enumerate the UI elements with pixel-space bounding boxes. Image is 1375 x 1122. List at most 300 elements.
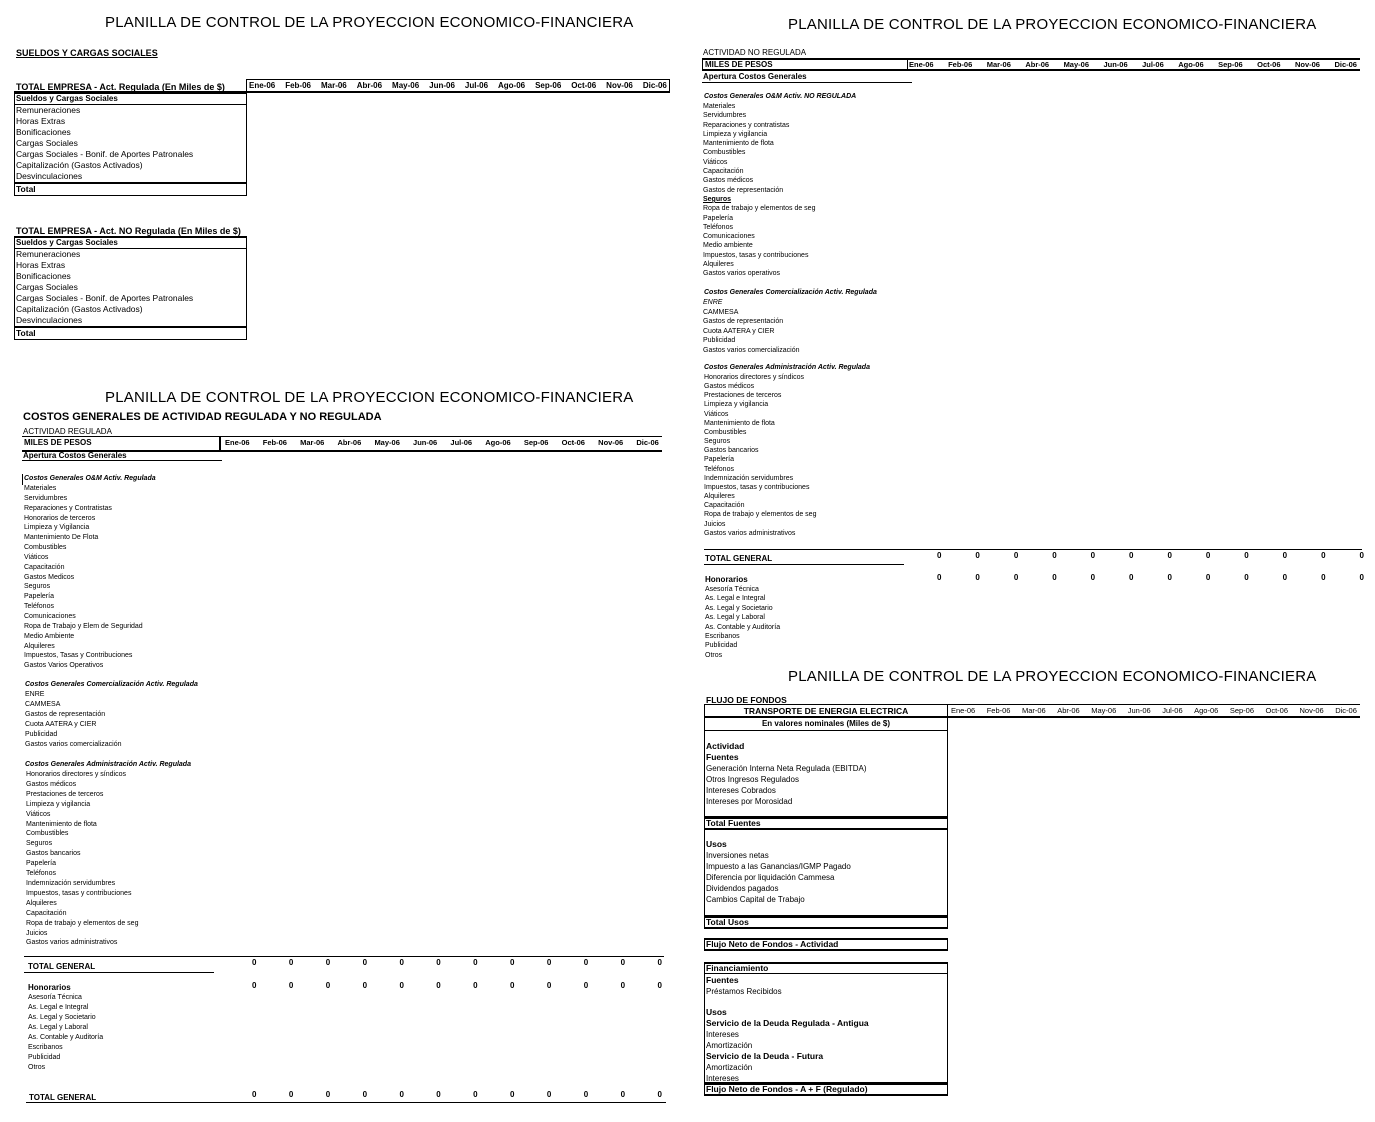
list-item: Impuestos, tasas y contribuciones: [26, 889, 132, 897]
title-costos-regulada: PLANILLA DE CONTROL DE LA PROYECCION ECONOMICO-FINANCIERA: [105, 389, 634, 406]
month-label: Dic-06: [1334, 60, 1357, 69]
value: 0: [975, 573, 980, 582]
list-item: Papelería: [24, 593, 54, 601]
month-label: Jul-06: [450, 438, 473, 447]
month-label: Nov-06: [1299, 706, 1324, 715]
list-item: Teléfonos: [26, 870, 56, 878]
month-label: May-06: [1063, 60, 1089, 69]
flujo-months-header: [704, 704, 1360, 718]
total-general-2-label: TOTAL GENERAL: [29, 1093, 97, 1102]
flujo-heading: FLUJO DE FONDOS: [706, 695, 787, 705]
value: 0: [1052, 573, 1057, 582]
list-item: ENRE: [25, 691, 45, 698]
list-item: Viáticos: [704, 410, 729, 418]
list-item: Comunicaciones: [24, 612, 76, 620]
value: 0: [1205, 573, 1211, 582]
month-label: May-06: [374, 438, 400, 447]
month-label: Abr-06: [1057, 706, 1080, 715]
flujo-actividad-box: [704, 718, 948, 817]
month-label: Feb-06: [948, 60, 973, 69]
list-item: Capacitación: [704, 502, 745, 510]
month-label: Jun-06: [413, 438, 438, 447]
month-label: Sep-06: [523, 438, 549, 447]
transporte-cell: [704, 705, 948, 717]
total-general-2-values: [252, 1090, 662, 1099]
value: 0: [473, 981, 478, 990]
value: 0: [583, 1090, 589, 1099]
list-item: Asesoría Técnica: [28, 994, 82, 1001]
box-header: Sueldos y Cargas Sociales: [15, 238, 246, 249]
list-item: Remuneraciones: [16, 249, 81, 259]
month-label: May-06: [1091, 706, 1117, 715]
rule: [704, 549, 1362, 550]
rule: [26, 1102, 666, 1103]
list-item: Seguros: [24, 583, 51, 591]
list-item: Limpieza y vigilancia: [703, 130, 768, 138]
flujo-af-row: [704, 1083, 948, 1096]
com-title: Costos Generales Comercialización Activ. Regulada: [25, 681, 198, 688]
value: 0: [546, 981, 552, 990]
list-item: As. Legal y Laboral: [28, 1024, 88, 1031]
list-item: Capacitación: [703, 168, 744, 176]
list-item: Prestaciones de terceros: [26, 790, 104, 798]
rule: [22, 460, 222, 461]
financiamiento-box: [704, 974, 948, 1083]
month-label: Ago-06: [1194, 706, 1219, 715]
adm-title: Costos Generales Administración Activ. Regulada: [704, 364, 870, 371]
value: 0: [620, 958, 626, 967]
list-item: Ropa de Trabajo y Elem de Seguridad: [24, 622, 143, 630]
value: 0: [325, 1090, 331, 1099]
list-item: Capacitación: [26, 909, 67, 917]
list-item: Materiales: [703, 103, 736, 110]
list-item: As. Contable y Auditoría: [28, 1034, 104, 1041]
list-item: Indemnización servidumbres: [704, 474, 794, 482]
value: 0: [325, 981, 331, 990]
honorarios-label: Honorarios: [28, 983, 71, 992]
value: 0: [436, 958, 441, 967]
month-label: Oct-06: [1257, 60, 1281, 69]
value: 0: [288, 981, 294, 990]
list-item: Capacitación: [24, 563, 65, 571]
value: 0: [1282, 551, 1288, 560]
total-general-values: [252, 958, 662, 967]
list-item: Remuneraciones: [16, 105, 81, 115]
list-item: Bonificaciones: [16, 127, 71, 137]
value: 0: [937, 551, 942, 560]
box-header: Sueldos y Cargas Sociales: [15, 94, 246, 105]
month-label: Mar-06: [1021, 706, 1046, 715]
list-item: Escribanos: [705, 633, 740, 641]
list-item: Otros Ingresos Regulados: [706, 775, 799, 784]
month-label: Feb-06: [285, 81, 311, 90]
list-item: Intereses Cobrados: [706, 786, 776, 795]
list-item: Seguros: [703, 195, 732, 203]
list-item: As. Legal e Integral: [705, 595, 766, 603]
list-item: Cargas Sociales - Bonif. de Aportes Patronales: [16, 149, 194, 159]
month-label: Dic-06: [642, 81, 667, 90]
rule: [702, 82, 912, 83]
months-header-flujo: [951, 706, 1357, 715]
list-item: Gastos médicos: [703, 177, 754, 185]
list-item: Impuestos, Tasas y Contribuciones: [24, 652, 133, 660]
list-item: Horas Extras: [16, 116, 66, 126]
list-item: Gastos Varios Operativos: [24, 662, 104, 670]
month-label: Jul-06: [1162, 706, 1183, 715]
list-item: As. Legal e Integral: [28, 1004, 89, 1011]
list-item: Bonificaciones: [16, 271, 71, 281]
month-label: Dic-06: [636, 438, 659, 447]
apertura-label: Apertura Costos Generales: [703, 72, 807, 81]
list-item: Alquileres: [26, 899, 57, 907]
list-item: Gastos bancarios: [704, 447, 759, 455]
list-item: As. Legal y Laboral: [705, 614, 765, 622]
month-label: Feb-06: [986, 706, 1011, 715]
list-item: Publicidad: [703, 337, 736, 345]
list-item: Publicidad: [28, 1054, 61, 1061]
value: 0: [1359, 551, 1364, 560]
total-general-label: TOTAL GENERAL: [705, 554, 773, 563]
list-item: Gastos bancarios: [26, 850, 81, 858]
value: 0: [510, 981, 515, 990]
month-label: Oct-06: [1265, 706, 1289, 715]
flujo-actividad-row: [704, 938, 948, 951]
list-item: Cuota AATERA y CIER: [25, 721, 97, 728]
adm-list: [704, 373, 816, 538]
list-item: Honorarios directores y síndicos: [704, 374, 804, 381]
value: 0: [436, 1090, 441, 1099]
list-item: Publicidad: [25, 731, 58, 738]
value: 0: [1013, 573, 1019, 582]
month-label: Mar-06: [320, 81, 347, 90]
value: 0: [1244, 551, 1249, 560]
value: 0: [362, 958, 368, 967]
flujo-actividad-label: Flujo Neto de Fondos - Actividad: [706, 939, 839, 949]
list-item: Intereses: [706, 1074, 739, 1083]
om-title: Costos Generales O&M Activ. Regulada: [24, 475, 156, 482]
month-label: Jul-06: [464, 81, 489, 90]
value: 0: [1282, 573, 1288, 582]
list-item: Viáticos: [703, 158, 728, 166]
month-label: Ene-06: [225, 438, 250, 447]
list-item: Juicios: [26, 929, 48, 937]
list-item: Escribanos: [28, 1044, 63, 1051]
month-label: Nov-06: [598, 438, 624, 447]
month-label: Mar-06: [300, 438, 325, 447]
value: 0: [1359, 573, 1364, 582]
list-item: Gastos de representación: [703, 186, 784, 194]
list-item: Gastos de representación: [703, 318, 784, 326]
list-item: Impuestos, tasas y contribuciones: [703, 251, 809, 259]
list-item: CAMMESA: [25, 701, 61, 708]
usos-label: Usos: [706, 839, 727, 849]
list-item: Prestaciones de terceros: [704, 392, 782, 400]
com-list: [25, 690, 121, 750]
list-item: Medio ambiente: [703, 242, 753, 250]
fin-usos-label: Usos: [706, 1007, 727, 1017]
month-label: Dic-06: [1335, 706, 1357, 715]
list-item: Gastos varios operativos: [703, 270, 781, 278]
list-item: Mantenimiento de flota: [26, 820, 97, 828]
adm-title: Costos Generales Administración Activ. Regulada: [25, 761, 191, 768]
months-header-costos-left: [225, 438, 659, 447]
value: 0: [1321, 551, 1326, 560]
value: 0: [1244, 573, 1249, 582]
list-item: Dividendos pagados: [706, 884, 779, 893]
list-item: Alquileres: [24, 642, 55, 650]
list-item: Gastos varios administrativos: [26, 939, 118, 947]
financiamiento-row: [704, 962, 948, 974]
value: 0: [583, 981, 589, 990]
list-item: Teléfonos: [704, 465, 734, 473]
value: 0: [546, 1090, 552, 1099]
list-item: Desvinculaciones: [16, 315, 83, 325]
value: 0: [325, 958, 331, 967]
valores-label: En valores nominales (Miles de $): [705, 718, 947, 731]
total-row: Total: [15, 326, 246, 339]
list-item: As. Legal y Societario: [28, 1014, 96, 1021]
list-item: Amortización: [706, 1063, 753, 1072]
month-label: Ene-06: [249, 81, 276, 90]
miles-header: [22, 436, 662, 452]
list-item: Limpieza y Vigilancia: [24, 524, 90, 532]
list-item: Papelería: [26, 860, 56, 868]
list-item: Cuota AATERA y CIER: [703, 327, 775, 335]
list-item: Viáticos: [26, 810, 51, 818]
list-item: Alquileres: [704, 493, 735, 501]
value: 0: [1090, 551, 1096, 560]
list-item: Servidumbres: [703, 112, 747, 120]
list-item: Limpieza y vigilancia: [704, 401, 769, 409]
list-item: Horas Extras: [16, 260, 66, 270]
list-item: Otros: [28, 1064, 46, 1071]
divider: [219, 437, 221, 450]
rule: [24, 972, 214, 973]
list-item: Combustibles: [24, 544, 67, 552]
list-item: Diferencia por liquidación Cammesa: [706, 873, 835, 882]
month-label: Mar-06: [986, 60, 1011, 69]
divider: [907, 60, 908, 71]
transporte-label: TRANSPORTE DE ENERGIA ELECTRICA: [743, 706, 909, 716]
value: 0: [1013, 551, 1019, 560]
value: 0: [473, 958, 478, 967]
list-item: Gastos médicos: [26, 780, 77, 788]
total-general-values: [937, 551, 1364, 560]
miles-label: MILES DE PESOS: [24, 438, 92, 447]
month-label: Jun-06: [429, 81, 455, 90]
list-item: Combustibles: [703, 149, 746, 157]
month-label: Nov-06: [1294, 60, 1320, 69]
list-item: Reparaciones y Contratistas: [24, 504, 112, 512]
deuda-futura-label: Servicio de la Deuda - Futura: [706, 1051, 824, 1061]
value: 0: [510, 958, 515, 967]
value: 0: [620, 1090, 626, 1099]
list-item: Comunicaciones: [703, 233, 755, 241]
list-item: Ropa de trabajo y elementos de seg: [703, 205, 816, 213]
honorarios-list: [705, 585, 780, 660]
total-fuentes-row: [704, 817, 948, 830]
list-item: Papelería: [704, 456, 734, 464]
list-item: Cargas Sociales - Bonif. de Aportes Patronales: [16, 293, 194, 303]
fin-fuentes-label: Fuentes: [706, 975, 739, 985]
com-list: [703, 298, 799, 356]
list-item: Generación Interna Neta Regulada (EBITDA): [706, 764, 867, 773]
flujo-af-label: Flujo Neto de Fondos - A + F (Regulado): [706, 1084, 868, 1094]
value: 0: [1167, 573, 1172, 582]
total-usos-label: Total Usos: [706, 917, 749, 927]
list-item: Materiales: [24, 485, 57, 492]
month-label: Sep-06: [535, 81, 562, 90]
list-item: Impuestos, tasas y contribuciones: [704, 483, 810, 491]
value: 0: [288, 1090, 294, 1099]
value: 0: [937, 573, 942, 582]
title-costos-no-regulada: PLANILLA DE CONTROL DE LA PROYECCION ECONOMICO-FINANCIERA: [788, 16, 1317, 33]
month-label: Oct-06: [571, 81, 597, 90]
list-item: Servidumbres: [24, 494, 68, 502]
month-label: Jul-06: [1142, 60, 1164, 69]
list-item: Capitalización (Gastos Activados): [16, 160, 143, 170]
list-item: Mantenimiento de flota: [704, 419, 775, 427]
list-item: Ropa de trabajo y elementos de seg: [26, 919, 139, 927]
value: 0: [362, 1090, 368, 1099]
value: 0: [620, 981, 626, 990]
month-label: Abr-06: [1025, 60, 1050, 69]
month-label: Nov-06: [606, 81, 633, 90]
rule: [24, 956, 664, 957]
value: 0: [975, 551, 980, 560]
value: 0: [252, 1090, 257, 1099]
tick: [22, 474, 23, 485]
usos-box: [704, 830, 948, 916]
total-usos-row: [704, 916, 948, 929]
list-item: Honorarios directores y síndicos: [26, 771, 126, 778]
list-item: Préstamos Recibidos: [706, 987, 782, 996]
miles-header: [702, 58, 1360, 71]
com-title: Costos Generales Comercialización Activ. Regulada: [704, 289, 877, 296]
month-label: Ago-06: [498, 81, 526, 90]
list-item: Honorarios de terceros: [24, 514, 96, 522]
deuda-antigua-label: Servicio de la Deuda Regulada - Antigua: [706, 1018, 869, 1028]
rule: [704, 564, 904, 565]
list-item: Juicios: [704, 520, 726, 528]
sueldos-regulada-table: [14, 93, 247, 196]
om-list: [24, 484, 143, 671]
value: 0: [583, 958, 589, 967]
list-item: Combustibles: [26, 830, 69, 838]
list-item: Otros: [705, 651, 723, 659]
value: 0: [399, 1090, 404, 1099]
sueldos-no-regulada-table: [14, 237, 247, 340]
value: 0: [399, 981, 404, 990]
regulada-title: TOTAL EMPRESA - Act. Regulada (En Miles de $): [16, 82, 225, 92]
list-item: Gastos varios comercialización: [25, 741, 122, 748]
month-label: Feb-06: [262, 438, 287, 447]
apertura-label: Apertura Costos Generales: [23, 451, 127, 460]
list-item: Asesoría Técnica: [705, 586, 759, 593]
honorarios-values: [252, 981, 662, 990]
list-item: Medio Ambiente: [24, 632, 75, 640]
list-item: Intereses por Morosidad: [706, 797, 793, 806]
list-item: Ropa de trabajo y elementos de seg: [704, 511, 817, 519]
no-regulada-title: TOTAL EMPRESA - Act. NO Regulada (En Miles de $): [16, 226, 241, 236]
list-item: Publicidad: [705, 642, 738, 650]
list-item: Seguros: [704, 438, 731, 446]
value: 0: [1129, 573, 1134, 582]
month-label: Abr-06: [337, 438, 362, 447]
value: 0: [362, 981, 368, 990]
om-title: Costos Generales O&M Activ. NO REGULADA: [704, 93, 857, 100]
month-label: Oct-06: [561, 438, 585, 447]
value: 0: [399, 958, 404, 967]
value: 0: [657, 1090, 662, 1099]
list-item: Mantenimiento De Flota: [24, 534, 99, 542]
list-item: Teléfonos: [24, 603, 54, 611]
value: 0: [1321, 573, 1326, 582]
honorarios-values: [937, 573, 1364, 582]
financiamiento-label: Financiamiento: [706, 963, 769, 973]
month-label: Ago-06: [1178, 60, 1204, 69]
list-item: Amortización: [706, 1041, 753, 1050]
actividad-label: ACTIVIDAD NO REGULADA: [703, 48, 807, 57]
month-label: Sep-06: [1218, 60, 1243, 69]
list-item: As. Contable y Auditoría: [705, 623, 781, 631]
honorarios-list: [28, 993, 103, 1073]
title-sueldos: PLANILLA DE CONTROL DE LA PROYECCION ECONOMICO-FINANCIERA: [105, 14, 634, 31]
costos-heading: COSTOS GENERALES DE ACTIVIDAD REGULADA Y NO REGULADA: [23, 411, 382, 423]
value: 0: [657, 981, 662, 990]
adm-list: [26, 770, 138, 948]
value: 0: [1090, 573, 1096, 582]
list-item: Gastos médicos: [704, 383, 755, 391]
list-item: Impuesto a las Ganancias/IGMP Pagado: [706, 862, 851, 871]
value: 0: [546, 958, 552, 967]
value: 0: [252, 981, 257, 990]
list-item: Mantenimiento de flota: [703, 140, 774, 148]
list-item: Desvinculaciones: [16, 171, 83, 181]
month-label: Ene-06: [951, 706, 976, 715]
title-flujo: PLANILLA DE CONTROL DE LA PROYECCION ECONOMICO-FINANCIERA: [788, 668, 1317, 685]
month-label: May-06: [392, 81, 420, 90]
list-item: Papelería: [703, 214, 733, 222]
om-list: [703, 102, 815, 279]
list-item: Cambios Capital de Trabajo: [706, 895, 805, 904]
list-item: Alquileres: [703, 261, 734, 269]
list-item: Cargas Sociales: [16, 138, 78, 148]
month-label: Ago-06: [485, 438, 511, 447]
value: 0: [1167, 551, 1172, 560]
value: 0: [1129, 551, 1134, 560]
list-item: CAMMESA: [703, 308, 739, 316]
sueldos-heading: SUELDOS Y CARGAS SOCIALES: [16, 48, 158, 58]
list-item: Intereses: [706, 1030, 739, 1039]
list-item: As. Legal y Societario: [705, 604, 773, 612]
list-item: Indemnización servidumbres: [26, 879, 116, 887]
value: 0: [252, 958, 257, 967]
list-item: Seguros: [26, 840, 53, 848]
month-label: Ene-06: [909, 60, 934, 69]
actividad-label: Actividad: [706, 741, 745, 751]
list-item: Reparaciones y contratistas: [703, 121, 790, 129]
list-item: ENRE: [703, 299, 723, 306]
list-item: Gastos de representación: [25, 711, 106, 718]
value: 0: [510, 1090, 515, 1099]
total-row: Total: [15, 182, 246, 195]
list-item: Teléfonos: [703, 223, 733, 231]
value: 0: [473, 1090, 478, 1099]
months-header-sueldos-reg: [246, 79, 670, 93]
list-item: Gastos Medicos: [24, 573, 75, 581]
value: 0: [657, 958, 662, 967]
